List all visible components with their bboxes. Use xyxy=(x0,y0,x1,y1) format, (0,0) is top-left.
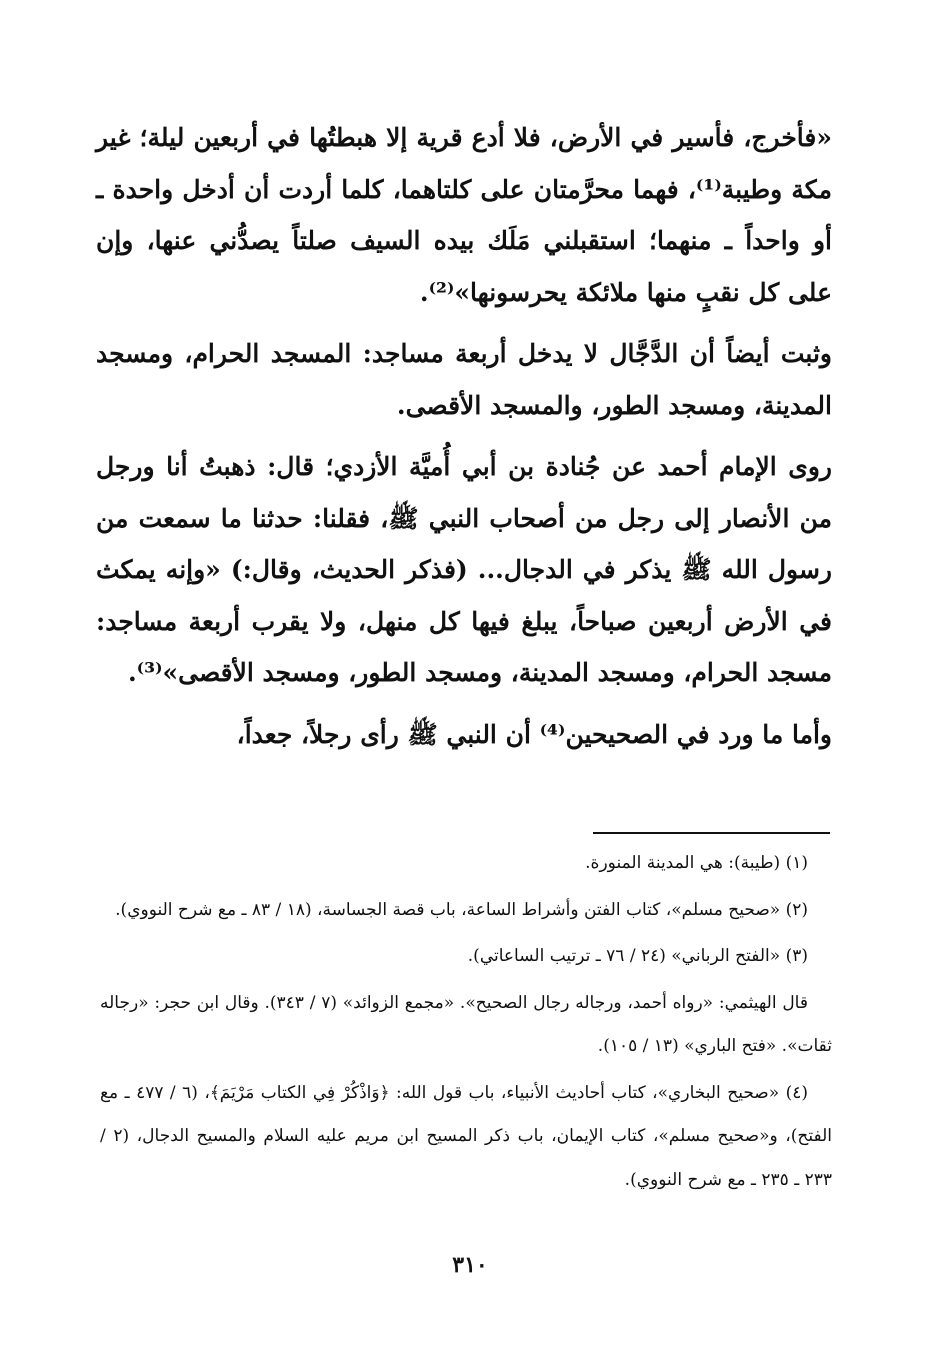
footnotes xyxy=(100,842,832,1205)
footnote-4: (٤) «صحيح البخاري»، كتاب أحاديث الأنبياء، باب قول الله: ﴿وَاذْكُرْ فِي الكتاب مَرْيَمَ﴾، (٦ / ٤٧٧ ـ مع الفتح)، و«صحيح مسلم»، كتاب الإيمان، باب ذكر المسيح ابن مريم عليه السلام والمسيح الدجال، (٢ / ٢٣٣ ـ ٢٣٥ ـ مع شرح النووي). xyxy=(100,1082,832,1190)
paragraph-1: «فأخرج، فأسير في الأرض، فلا أدع قرية إلا هبطتُها في أربعين ليلة؛ غير مكة وطيبة⁽¹⁾، فهما محرَّمتان على كلتاهما، كلما أردت أن أدخل واحدة ـ أو واحداً ـ منهما؛ استقبلني مَلَك بيده السيف صلتاً يصدُّني عنها، وإن على كل نقبٍ منها ملائكة يحرسونها»⁽²⁾. xyxy=(96,123,833,307)
footnote-divider xyxy=(593,832,830,834)
footnote-1: (١) (طيبة): هي المدينة المنورة. xyxy=(585,853,808,873)
paragraph-2: وثبت أيضاً أن الدَّجَّال لا يدخل أربعة مساجد: المسجد الحرام، ومسجد المدينة، ومسجد الطور، والمسجد الأقصى. xyxy=(96,339,832,420)
page-number: ٣١٠ xyxy=(452,1252,488,1278)
paragraph-4: وأما ما ورد في الصحيحين⁽⁴⁾ أن النبي ﷺ رأى رجلاً، جعداً، xyxy=(236,719,832,749)
footnote-3-commentary: قال الهيثمي: «رواه أحمد، ورجاله رجال الصحيح». «مجمع الزوائد» (٧ / ٣٤٣). وقال ابن حجر: «رجاله ثقات». «فتح الباري» (١٣ / ١٠٥). xyxy=(100,992,832,1056)
paragraph-3: روى الإمام أحمد عن جُنادة بن أبي أُميَّة الأزدي؛ قال: ذهبتُ أنا ورجل من الأنصار إلى رجل من أصحاب النبي ﷺ، فقلنا: حدثنا ما سمعت من رسول الله ﷺ يذكر في الدجال... (فذكر الحديث، وقال:) «وإنه يمكث في الأرض أربعين صباحاً، يبلغ فيها كل منهل، ولا يقرب أربعة مساجد: مسجد الحرام، ومسجد المدينة، ومسجد الطور، ومسجد الأقصى»⁽³⁾. xyxy=(96,452,832,687)
footnote-2: (٢) «صحيح مسلم»، كتاب الفتن وأشراط الساعة، باب قصة الجساسة، (١٨ / ٨٣ ـ مع شرح النووي). xyxy=(115,899,808,920)
footnote-3: (٣) «الفتح الرباني» (٢٤ / ٧٦ ـ ترتيب الساعاتي). xyxy=(467,946,808,966)
main-text xyxy=(96,112,832,760)
